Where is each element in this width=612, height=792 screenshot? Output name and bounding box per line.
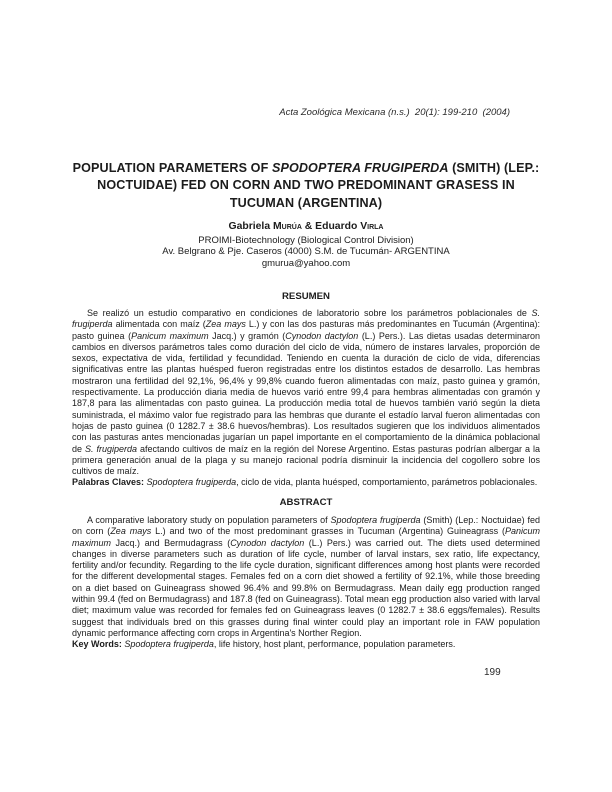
article-title: POPULATION PARAMETERS OF SPODOPTERA FRUGIPERDA (SMITH) (LEP.: NOCTUIDAE) FED ON CORN AND TWO PREDOMINANT GRASESS IN TUCUMAN (ARGENTINA): [72, 161, 540, 210]
journal-citation-header: Acta Zoológica Mexicana (n.s.) 20(1): 199-210 (2004): [279, 107, 510, 118]
author-email: gmurua@yahoo.com: [261, 257, 351, 269]
resumen-paragraph: Se realizó un estudio comparativo en condiciones de laboratorio sobre los parámetros poblacionales de S. frugiperda alimentada con maíz (Zea mays L.) y con las dos pasturas más predominantes en Tucumán (Argentina): pasto guinea (Panicum maximum Jacq.) y gramón (Cynodon dactylon (L.) Pers.). Las dietas usadas determinaron cambios en diversos parámetros tales como duración del ciclo de vida, número de instares larvales, proporción de sexos, expectativa de vida, fertilidad y fecundidad. Teniendo en cuenta la duración de ciclo de vida, diferencias significativas entre las plantas huésped fueron registradas entre los distintos estados de desarrollo. Las hembras mostraron una fertilidad del 92,1%, 96,4% y 99,8% cuando fueron alimentadas con maíz, pasto guinea y gramón, respectivamente. La producción diaria media de huevos varió entre 99,4 para hembras alimentadas con gramón y 187,8 para las alimentadas con pasto guinea. La producción media total de huevos también varió según la dieta suministrada, el máximo valor fue registrado para las hembras que durante el estadío larval fueron alimentadas con hojas de pasto guinea (0 1282.7 ± 38.6 huevos/hembras). Los resultados sugieren que los individuos alimentados con las pasturas antes mencionadas jugarían un papel importante en el comportamiento de la dinámica poblacional de S. frugiperda afectando cultivos de maíz en la región del Norese Argentino. Estas pasturas podrían albergar a la primera generación anual de la plaga y su manejo racional podría disminuir la incidencia del cogollero sobre los cultivos de maíz.: [72, 308, 540, 477]
abstract-heading: ABSTRACT: [279, 497, 333, 508]
affiliation-address: Av. Belgrano & Pje. Caseros (4000) S.M. de Tucumán- ARGENTINA: [162, 246, 450, 258]
resumen-heading: RESUMEN: [282, 291, 330, 302]
resumen-block: [72, 308, 540, 489]
page-number: 199: [484, 667, 501, 678]
abstract-paragraph: A comparative laboratory study on population parameters of Spodoptera frugiperda (Smith) (Lep.: Noctuidae) fed on corn (Zea mays L.) and two of the most predominant grasses in Tucuman (Argentina) Guineagrass (Panicum maximum Jacq.) and Bermudagrass (Cynodon dactylon (L.) Pers.) was carried out. The diets used determined changes in diverse parameters such as duration of life cycle, number of larval instars, sex ratio, life expectancy, fertility and/or fecundity. Regarding to the life cycle duration, significant differences among host plants were recorded for the different developmental stages. Females fed on a corn diet showed a fertility of 92.1%, while those breeding on a diet based on Guineagrass showed 96.4% and 99.8% on Bermudagrass. Mean daily egg production ranged within 99.4 (fed on Bermudagrass) and 187.8 (fed on Guineagrass). Total mean egg production also varied with larval diet; maximum value was recorded for females fed on Guineagrass leaves (0 1282.7 ± 38.6 eggs/females). Results suggest that individuals bred on this grasses during final winter could play an important role in FAW population dynamic performance affecting corn crops in Argentina's Norther Region.: [72, 515, 540, 638]
affiliation-block: [36, 235, 576, 269]
affiliation-institution: PROIMI-Biotechnology (Biological Control Division): [198, 235, 414, 246]
abstract-block: [72, 515, 540, 651]
authors-line: Gabriela Murúa & Eduardo Virla: [228, 221, 384, 232]
resumen-keywords: Palabras Claves: Spodoptera frugiperda, ciclo de vida, planta huésped, comportamiento, parámetros poblacionales.: [72, 477, 538, 488]
abstract-keywords: Key Words: Spodoptera frugiperda, life history, host plant, performance, population parameters.: [72, 639, 456, 650]
